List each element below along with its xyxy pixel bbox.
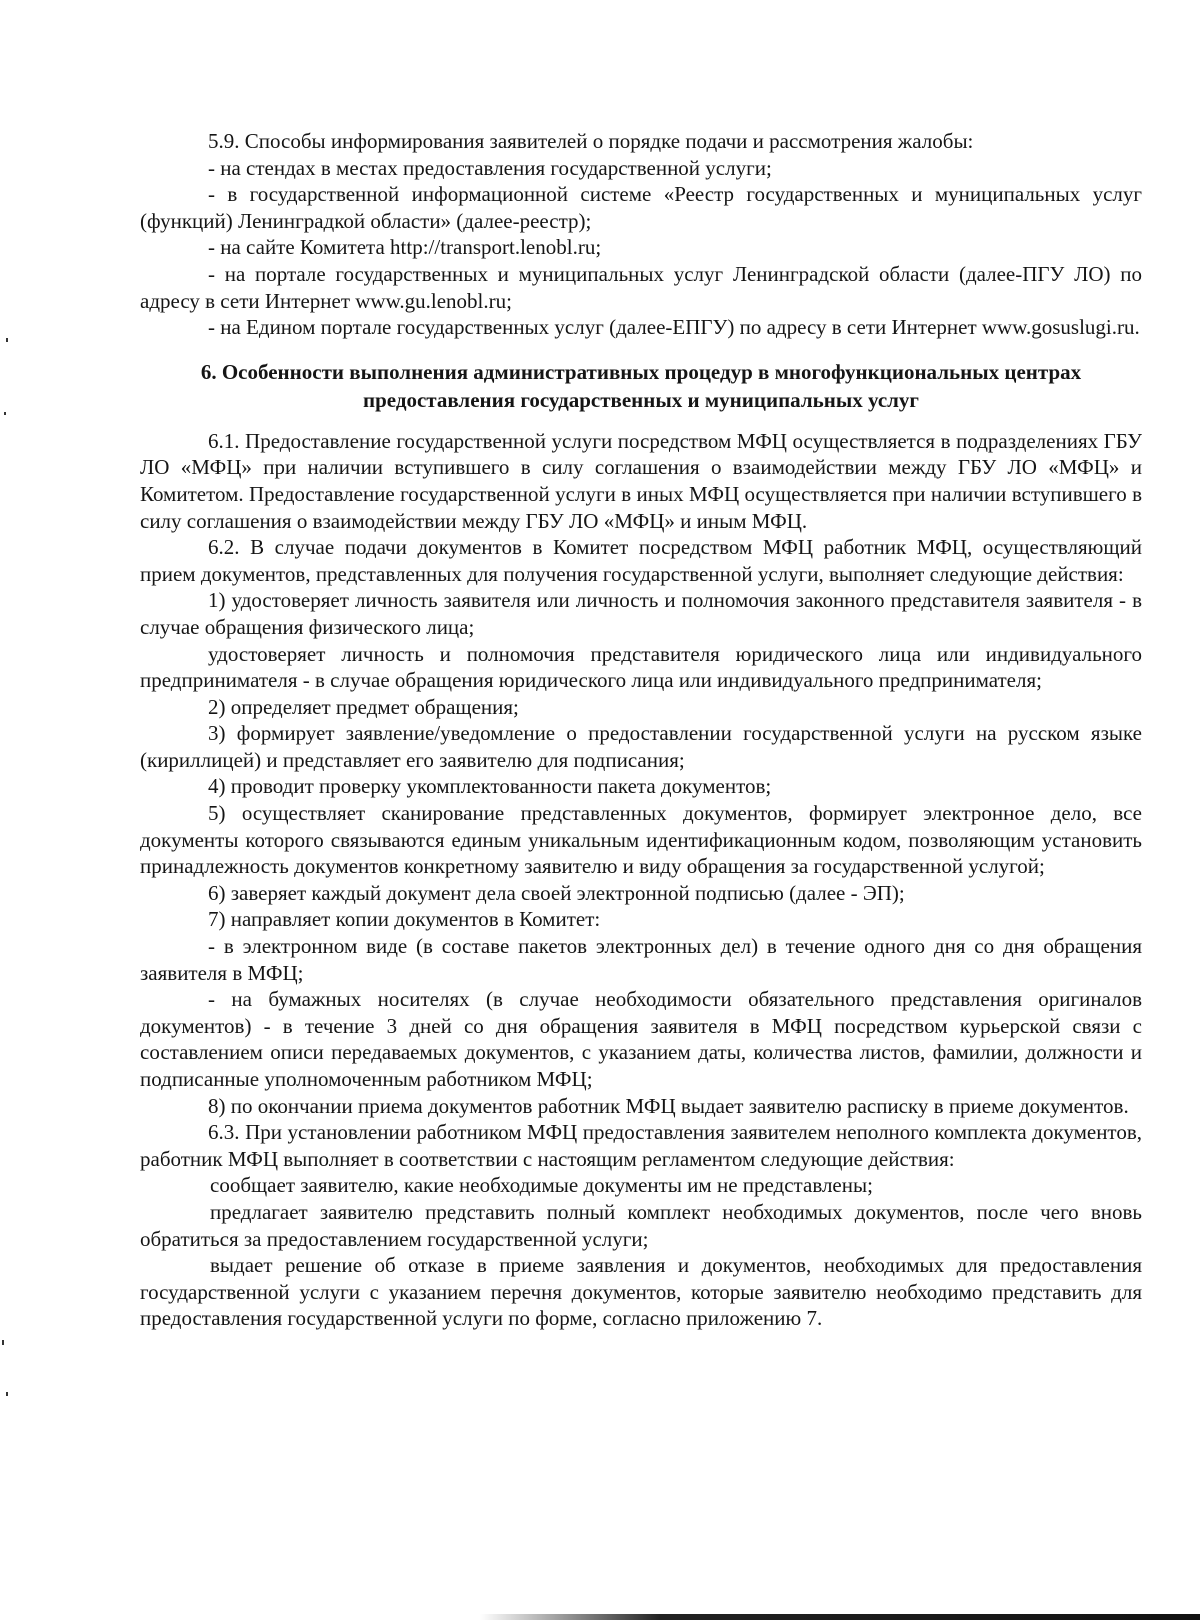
paragraph-6-2-1: 1) удостоверяет личность заявителя или личность и полномочия законного представителя заявителя - в случае обращения физического лица; bbox=[140, 588, 1142, 639]
paragraph-6-2-7b: - на бумажных носителях (в случае необходимости обязательного представления оригиналов документов) - в течение 3 дней со дня обращения заявителя в МФЦ посредством курьерской связи с составлением описи передаваемых документов, с указанием даты, количества листов, фамилии, должности и подписанные уполномоченным работником МФЦ; bbox=[140, 987, 1142, 1091]
scan-speck bbox=[6, 338, 8, 342]
paragraph-6-2-6: 6) заверяет каждый документ дела своей электронной подписью (далее - ЭП); bbox=[208, 880, 905, 905]
paragraph-5-9: 5.9. Способы информирования заявителей о порядке подачи и рассмотрения жалобы: bbox=[208, 129, 974, 153]
scan-speck bbox=[6, 1392, 8, 1396]
paragraph-5-9-e: - на Едином портале государственных услуг (далее-ЕПГУ) по адресу в сети Интернет www.gosuslugi.ru. bbox=[208, 315, 1140, 340]
paragraph-6-2-7a: - в электронном виде (в составе пакетов электронных дел) в течение одного дня со дня обращения заявителя в МФЦ; bbox=[140, 934, 1142, 985]
paragraph-6-2-4: 4) проводит проверку укомплектованности пакета документов; bbox=[208, 774, 772, 799]
paragraph-5-9-a: - на стендах в местах предоставления государственной услуги; bbox=[208, 155, 772, 180]
paragraph-5-9-b: - в государственной информационной системе «Реестр государственных и муниципальных услуг (функций) Ленинградкой области» (далее-реестр); bbox=[140, 182, 1142, 233]
paragraph-6-2-7: 7) направляет копии документов в Комитет: bbox=[208, 907, 601, 932]
scan-speck bbox=[4, 412, 6, 415]
paragraph-6-2-1b: удостоверяет личность и полномочия представителя юридического лица или индивидуального предпринимателя - в случае обращения юридического лица или индивидуального предпринимателя; bbox=[140, 641, 1142, 693]
paragraph-5-9-c: - на сайте Комитета http://transport.lenobl.ru; bbox=[208, 235, 602, 260]
paragraph-5-9-d: - на портале государственных и муниципальных услуг Ленинградской области (далее-ПГУ ЛО) по адресу в сети Интернет www.gu.lenobl.ru; bbox=[140, 261, 1142, 313]
scan-speck bbox=[2, 1340, 4, 1345]
paragraph-6-2: 6.2. В случае подачи документов в Комитет посредством МФЦ работник МФЦ, осуществляющий прием документов, представленных для получения государственной услуги, выполняет следующие действия: bbox=[140, 535, 1142, 586]
paragraph-6-3-a: сообщает заявителю, какие необходимые документы им не представлены; bbox=[210, 1173, 873, 1198]
paragraph-6-3-c: выдает решение об отказе в приеме заявления и документов, необходимых для предоставления государственной услуги с указанием перечня документов, которые заявителю необходимо представить для предоставления государственной услуги по форме, согласно приложению 7. bbox=[140, 1253, 1142, 1331]
paragraph-6-2-8: 8) по окончании приема документов работник МФЦ выдает заявителю расписку в приеме документов. bbox=[208, 1093, 1129, 1118]
scan-bottom-edge bbox=[0, 1614, 1200, 1620]
section-6-title: 6. Особенности выполнения административных процедур в многофункциональных центрах предоставления государственных и муниципальных услуг bbox=[200, 359, 1082, 412]
paragraph-6-2-5: 5) осуществляет сканирование представленных документов, формирует электронное дело, все документы которого связываются единым уникальным идентификационным кодом, позволяющим установить принадлежность документов конкретному заявителю и виду обращения за государственной услугой; bbox=[140, 801, 1142, 879]
document-page bbox=[140, 128, 1142, 1332]
paragraph-6-2-3: 3) формирует заявление/уведомление о предоставлении государственной услуги на русском языке (кириллицей) и представляет его заявителю для подписания; bbox=[140, 721, 1142, 772]
paragraph-6-1: 6.1. Предоставление государственной услуги посредством МФЦ осуществляется в подразделениях ГБУ ЛО «МФЦ» при наличии вступившего в силу соглашения о взаимодействии между ГБУ ЛО «МФЦ» и Комитетом. Предоставление государственной услуги в иных МФЦ осуществляется при наличии вступившего в силу соглашения о взаимодействии между ГБУ ЛО «МФЦ» и иным МФЦ. bbox=[140, 428, 1142, 533]
paragraph-6-2-2: 2) определяет предмет обращения; bbox=[208, 694, 519, 719]
paragraph-6-3: 6.3. При установлении работником МФЦ предоставления заявителем неполного комплекта документов, работник МФЦ выполняет в соответствии с настоящим регламентом следующие действия: bbox=[140, 1120, 1142, 1171]
paragraph-6-3-b: предлагает заявителю представить полный комплект необходимых документов, после чего вновь обратиться за предоставлением государственной услуги; bbox=[140, 1199, 1142, 1251]
